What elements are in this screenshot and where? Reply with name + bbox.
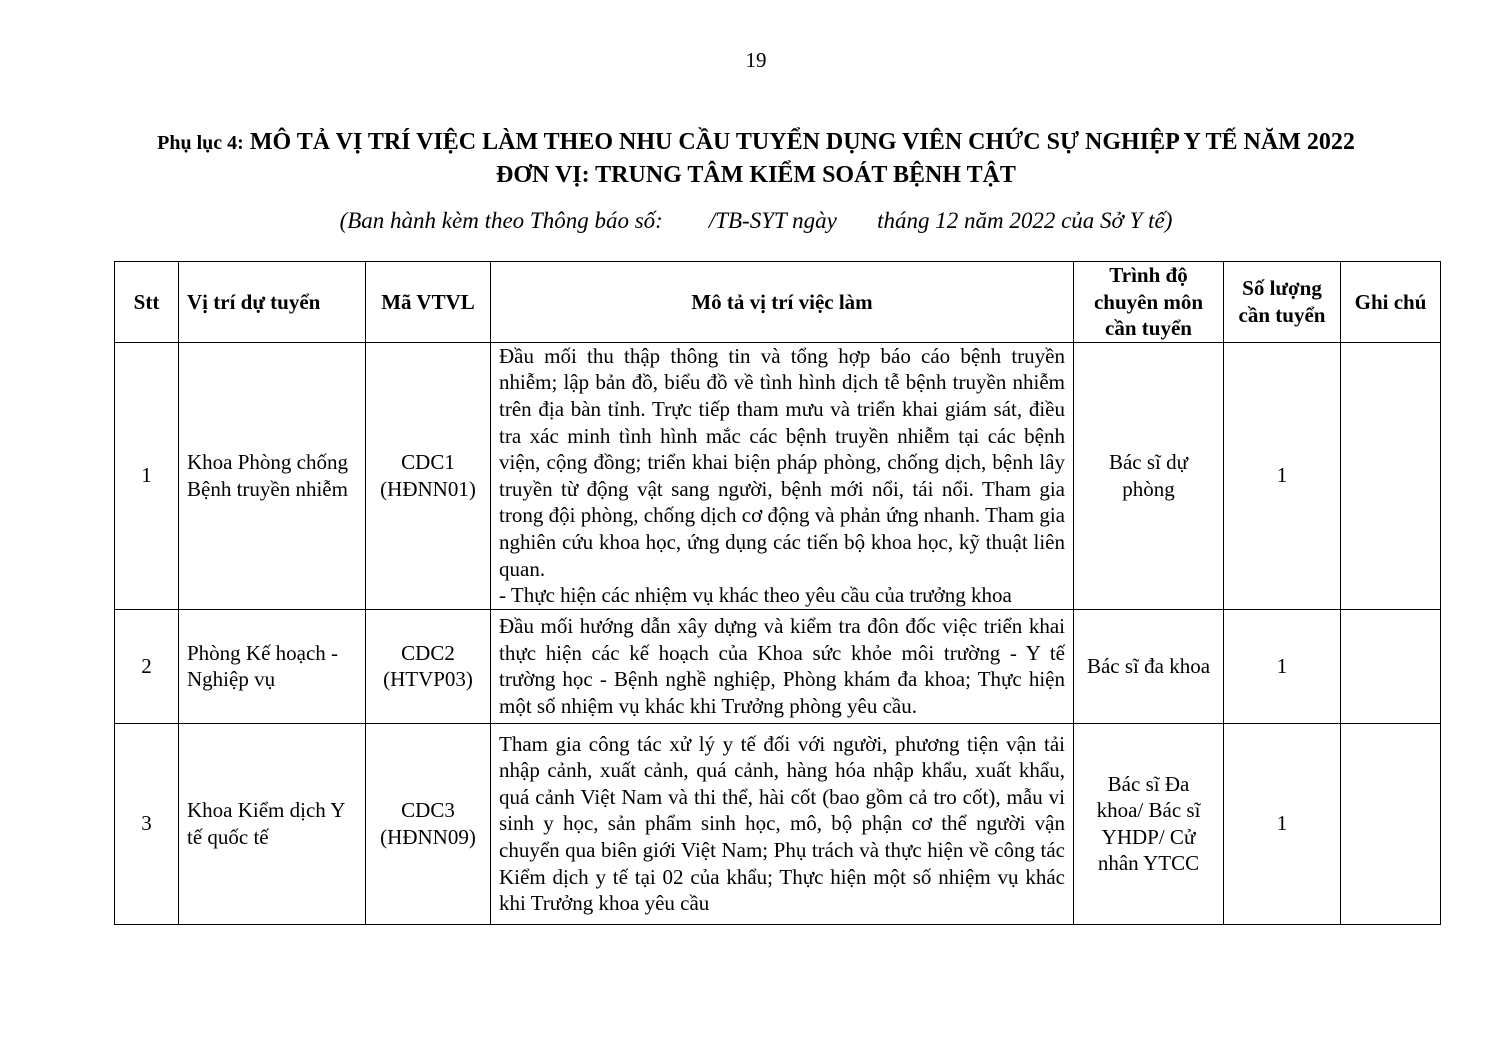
cell-note: [1341, 723, 1441, 924]
cell-description: [491, 342, 1074, 609]
description-extra: - Thực hiện các nhiệm vụ khác theo yêu cầu của trưởng khoa: [499, 583, 1012, 608]
table-header-row: [115, 262, 1441, 343]
page-number: 19: [745, 48, 767, 72]
cell-qualification: Bác sĩ dự phòng: [1074, 342, 1224, 609]
cell-quantity: 1: [1224, 342, 1341, 609]
title-line-1: [0, 126, 1500, 159]
header-quantity: Số lượng cần tuyển: [1224, 262, 1341, 343]
cell-code: CDC2 (HTVP03): [366, 609, 491, 723]
cell-position: Khoa Phòng chống Bệnh truyền nhiễm: [179, 342, 366, 609]
table-row: [115, 342, 1441, 609]
header-description: Mô tả vị trí việc làm: [491, 262, 1074, 343]
document-title: [0, 126, 1500, 191]
cell-qualification: Bác sĩ đa khoa: [1074, 609, 1224, 723]
cell-description: Đầu mối hướng dẫn xây dựng và kiểm tra đôn đốc việc triển khai thực hiện các kế hoạch của Khoa sức khỏe môi trường - Y tế trường học - Bệnh nghề nghiệp, Phòng khám đa khoa; Thực hiện một số nhiệm vụ khác khi Trưởng phòng yêu cầu.: [491, 609, 1074, 723]
cell-quantity: 1: [1224, 609, 1341, 723]
document-subtitle: (Ban hành kèm theo Thông báo số: /TB-SYT ngày tháng 12 năm 2022 của Sở Y tế): [339, 208, 1173, 233]
cell-code: CDC3 (HĐNN09): [366, 723, 491, 924]
header-position: Vị trí dự tuyển: [179, 262, 366, 343]
cell-position: Phòng Kế hoạch - Nghiệp vụ: [179, 609, 366, 723]
header-stt: Stt: [115, 262, 179, 343]
description-text: Đầu mối thu thập thông tin và tổng hợp báo cáo bệnh truyền nhiễm; lập bản đồ, biểu đồ về tình hình dịch tễ bệnh truyền nhiễm trên địa bàn tỉnh. Trực tiếp tham mưu và triển khai giám sát, điều tra xác minh tình hình mắc các bệnh truyền nhiễm tại các bệnh viện, cộng đồng; triển khai biện pháp phòng, chống dịch, bệnh lây truyền từ động vật sang người, bệnh mới nổi, tái nổi. Tham gia trong đội phòng, chống dịch cơ động và phản ứng nhanh. Tham gia nghiên cứu khoa học, ứng dụng các tiến bộ khoa học, kỹ thuật liên quan.: [499, 343, 1065, 581]
cell-description: Tham gia công tác xử lý y tế đối với người, phương tiện vận tải nhập cảnh, xuất cảnh, quá cảnh, hàng hóa nhập khẩu, xuất khẩu, quá cảnh Việt Nam và thi thể, hài cốt (bao gồm cả tro cốt), mẫu vi sinh y học, sản phẩm sinh học, mô, bộ phận cơ thể người vận chuyển qua biên giới Việt Nam; Phụ trách và thực hiện về công tác Kiểm dịch y tế tại 02 của khẩu; Thực hiện một số nhiệm vụ khác khi Trưởng khoa yêu cầu: [491, 723, 1074, 924]
cell-quantity: 1: [1224, 723, 1341, 924]
header-note: Ghi chú: [1341, 262, 1441, 343]
job-description-table: [114, 261, 1441, 925]
title-main: MÔ TẢ VỊ TRÍ VIỆC LÀM THEO NHU CẦU TUYỂN DỤNG VIÊN CHỨC SỰ NGHIỆP Y TẾ NĂM 2022: [249, 129, 1355, 155]
cell-note: [1341, 609, 1441, 723]
cell-qualification: Bác sĩ Đa khoa/ Bác sĩ YHDP/ Cử nhân YTCC: [1074, 723, 1224, 924]
cell-note: [1341, 342, 1441, 609]
header-code: Mã VTVL: [366, 262, 491, 343]
title-prefix: Phụ lục 4:: [157, 132, 244, 154]
header-qualification: Trình độ chuyên môn cần tuyển: [1074, 262, 1224, 343]
cell-position: Khoa Kiểm dịch Y tế quốc tế: [179, 723, 366, 924]
cell-stt: 1: [115, 342, 179, 609]
cell-code: CDC1 (HĐNN01): [366, 342, 491, 609]
table-row: [115, 723, 1441, 924]
table-row: [115, 609, 1441, 723]
title-line-2: ĐƠN VỊ: TRUNG TÂM KIỂM SOÁT BỆNH TẬT: [496, 162, 1016, 188]
cell-stt: 3: [115, 723, 179, 924]
cell-stt: 2: [115, 609, 179, 723]
